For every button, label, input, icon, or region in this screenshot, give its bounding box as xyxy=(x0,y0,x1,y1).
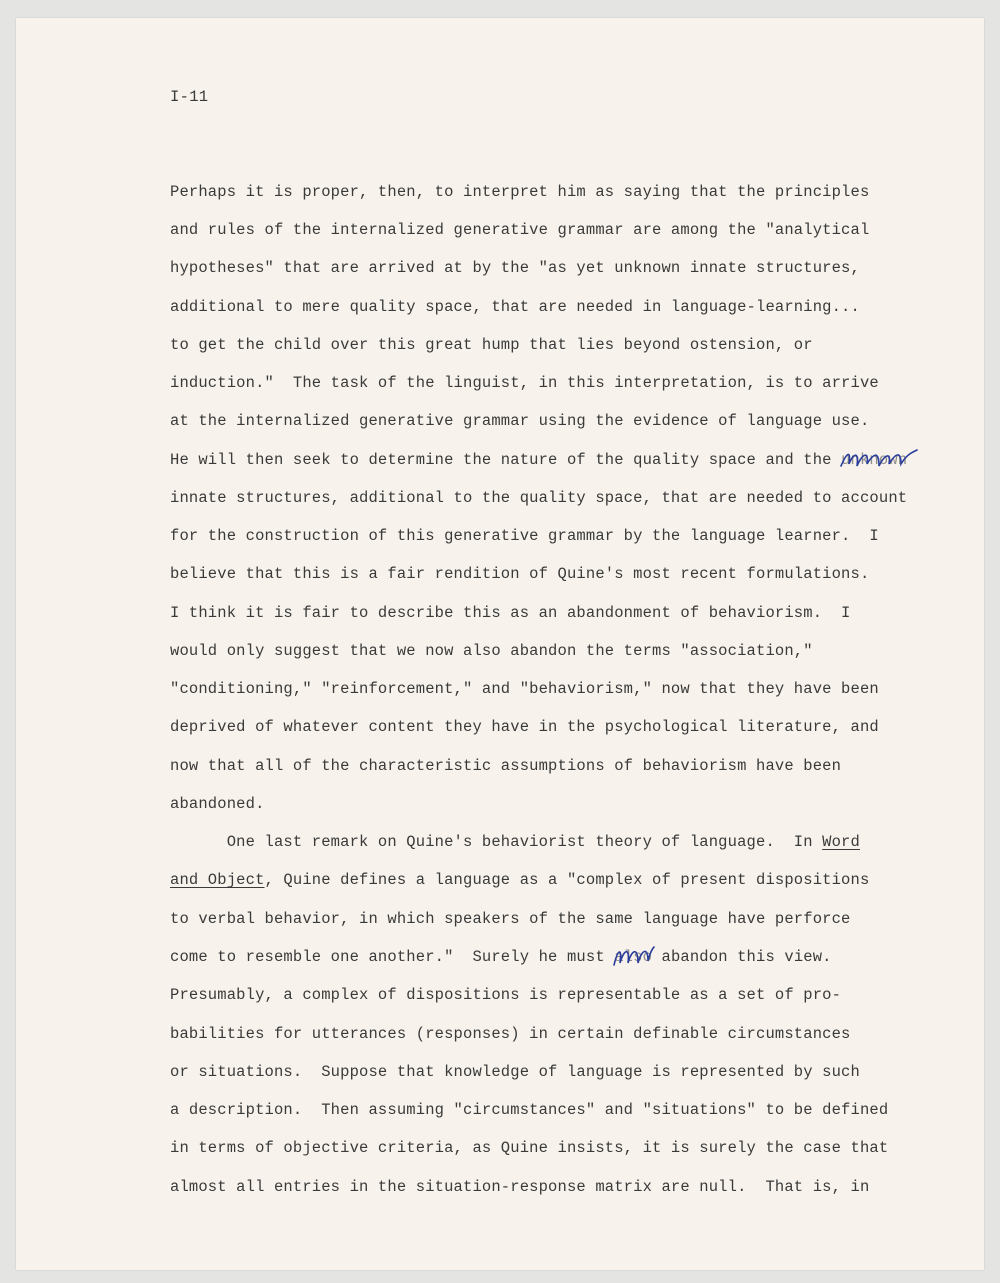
text-line xyxy=(170,832,860,852)
text-line: in terms of objective criteria, as Quine insists, it is surely the case that xyxy=(170,1139,889,1157)
text-segment: come to resemble one another." Surely he must xyxy=(170,948,615,966)
text-line: abandoned. xyxy=(170,795,265,813)
text-line: babilities for utterances (responses) in certain definable circumstances xyxy=(170,1025,851,1043)
scribble-mark-icon xyxy=(612,943,656,971)
handwritten-strikeout xyxy=(614,947,652,967)
text-line xyxy=(170,870,869,890)
text-line: "conditioning," "reinforcement," and "behaviorism," now that they have been xyxy=(170,680,879,698)
text-line: at the internalized generative grammar using the evidence of language use. xyxy=(170,412,870,430)
page-number: I-11 xyxy=(170,88,209,106)
text-line: induction." The task of the linguist, in this interpretation, is to arrive xyxy=(170,374,879,392)
text-line: Perhaps it is proper, then, to interpret him as saying that the principles xyxy=(170,183,870,201)
handwritten-strikeout xyxy=(841,450,907,470)
text-segment: abandon this view. xyxy=(652,948,832,966)
text-line: innate structures, additional to the quality space, that are needed to account xyxy=(170,489,908,507)
text-segment: He will then seek to determine the nature of the quality space and the xyxy=(170,451,842,469)
text-line: deprived of whatever content they have in the psychological literature, and xyxy=(170,718,879,736)
text-line: almost all entries in the situation-response matrix are null. That is, in xyxy=(170,1178,870,1196)
text-line: now that all of the characteristic assumptions of behaviorism have been xyxy=(170,757,842,775)
text-line: believe that this is a fair rendition of Quine's most recent formulations. xyxy=(170,565,870,583)
text-line: additional to mere quality space, that are needed in language-learning... xyxy=(170,298,860,316)
text-line: to verbal behavior, in which speakers of the same language have perforce xyxy=(170,910,851,928)
struck-word: also xyxy=(614,948,653,966)
document-page xyxy=(16,18,984,1270)
text-segment: One last remark on Quine's behaviorist theory of language. In xyxy=(170,833,823,851)
text-line: and rules of the internalized generative grammar are among the "analytical xyxy=(170,221,870,239)
struck-word: unknown xyxy=(841,451,908,469)
book-title-part: and Object xyxy=(170,871,265,889)
text-line: I think it is fair to describe this as an abandonment of behaviorism. I xyxy=(170,604,851,622)
text-line: hypotheses" that are arrived at by the "as yet unknown innate structures, xyxy=(170,259,860,277)
text-segment: , Quine defines a language as a "complex of present dispositions xyxy=(264,871,870,889)
text-line: to get the child over this great hump that lies beyond ostension, or xyxy=(170,336,813,354)
text-line: would only suggest that we now also abandon the terms "association," xyxy=(170,642,813,660)
text-line: or situations. Suppose that knowledge of language is represented by such xyxy=(170,1063,860,1081)
text-line: a description. Then assuming "circumstances" and "situations" to be defined xyxy=(170,1101,889,1119)
text-line-with-edit xyxy=(170,450,907,470)
scribble-mark-icon xyxy=(839,446,919,474)
book-title-part: Word xyxy=(822,833,860,851)
text-line: for the construction of this generative grammar by the language learner. I xyxy=(170,527,879,545)
text-line: Presumably, a complex of dispositions is representable as a set of pro- xyxy=(170,986,842,1004)
text-line-with-edit xyxy=(170,947,832,967)
